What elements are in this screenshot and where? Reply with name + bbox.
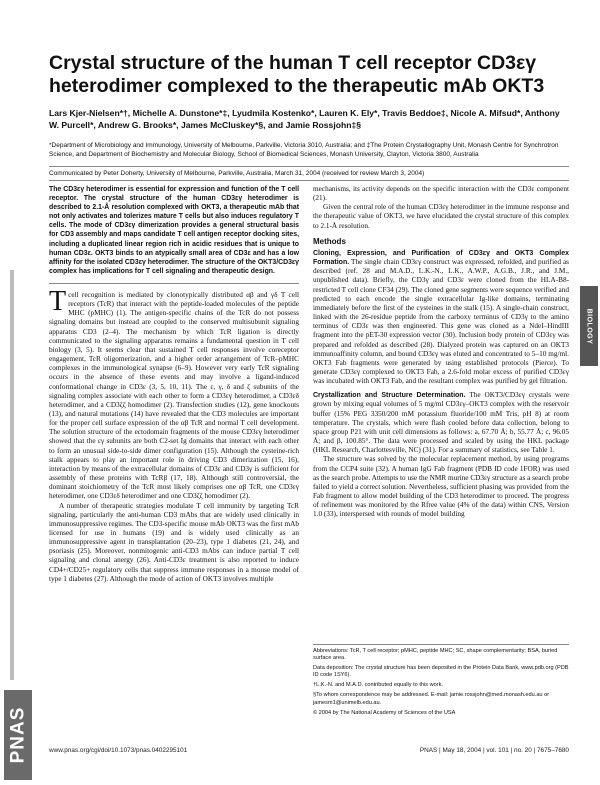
section-head: Crystallization and Structure Determination. <box>313 392 466 400</box>
footnote-divider <box>313 644 569 645</box>
article-title: Crystal structure of the human T cell receptor CD3εγ heterodimer complexed to the therapeutic mAb OKT3 <box>49 52 545 97</box>
right-paragraph-0: mechanisms, its activity depends on the specific interaction with the CD3ε component (21). <box>313 185 569 203</box>
pnas-side-bar <box>0 0 36 785</box>
section-tag: BIOLOGY <box>580 286 598 366</box>
abstract: The CD3εγ heterodimer is essential for expression and function of the T cell receptor. The crystal structure of the human CD3εγ heterodimer is described to 2.1-Å resolution complexed with OKT3, a therapeutic mAb that not only activates and tolerizes mature T cells but also induces regulatory T cells. The mode of CD3εγ dimerization provides a general structural basis for CD3 assembly and maps candidate T cell antigen receptor docking sites, including a duplicated linear region rich in acidic residues that is unique to human CD3ε. OKT3 binds to an atypically small area of CD3ε and has a low affinity for the isolated CD3εγ heterodimer. The structure of the OKT3/CD3εγ complex has implications for T cell signaling and therapeutic design. <box>49 186 299 275</box>
divider <box>49 283 299 284</box>
divider <box>49 180 569 181</box>
footnote-correspondence: §To whom correspondence may be addressed. E-mail: jamie.rossjohn@med.monash.edu.au or jamesm1@unimelb.edu.au. <box>313 692 550 706</box>
left-column <box>49 185 299 584</box>
footnote-equal: †L.K.-N. and M.A.D. contributed equally to this work. <box>313 682 443 689</box>
intro-paragraph-1: Tcell recognition is mediated by clonotypically distributed αβ and γδ T cell receptors (TcR) that interact with the peptide-loaded molecules of the peptide MHC (pMHC) (1). The antigen-specific chains of the TcR do not possess signaling domains but instead are coupled to the conserved multisubunit signaling apparatus CD3 (2–4). The mechanism by which TcR ligation is directly communicated to the signaling apparatus remains a fundamental question in T cell biology (3, 5). It seems clear that sustained T cell responses involve coreceptor engagement, TcR oligomerization, and a higher order arrangement of TcR–pMHC complexes in the immunological synapse (6–9). However very early TcR signaling occurs in the absence of these events and may involve a ligand-induced conformational change in CD3ε (3, 5, 10, 11). The ε, γ, δ and ζ subunits of the signaling complex associate with each other to form a CD3εγ heterodimer, a CD3εδ heterodimer, and a CD3ζζ homodimer (2). Transfection studies (12), gene knockouts (13), and natural mutations (14) have revealed that the CD3 molecules are important for the proper cell surface expression of the αβ TcR and normal T cell development. The solution structure of the ectodomain fragments of the mouse CD3εγ heterodimer showed that the εγ subunits are both C2-set Ig domains that interact with each other to form an unusual side-to-side dimer configuration (15). Although the cysteine-rich stalk appears to play an important role in driving CD3 dimerization (15, 16), interaction by means of the extracellular domains of CD3ε and CD3γ is sufficient for assembly of these proteins with TcRβ (17, 18). Although still controversial, the dominant stoichiometry of the TcR most likely comprises one αβ TcR, one CD3εγ heterodimer, one CD3εδ heterodimer and one CD3ζζ homodimer (2). <box>49 285 299 501</box>
side-stripe <box>10 270 30 680</box>
right-paragraph-last: The structure was solved by the molecular replacement method, by using programs from the CCP4 suite (32). A human IgG Fab fragment (PDB ID code 1FOR) was used as the search probe. Attempts to use the NMR murine CD3εγ structure as a search probe failed to yield a correct solution. Nevertheless, sufficient phasing was provided from the Fab fragment to allow model building of the CD3 heterodimer to proceed. The progress of refinement was monitored by the Rfree value (4% of the data) within CNS, Version 1.0 (33), interspersed with rounds of model building <box>313 455 569 519</box>
drop-cap: T <box>49 285 67 317</box>
citation-line: PNAS | May 18, 2004 | vol. 101 | no. 20 | 7675–7680 <box>419 747 569 754</box>
communicated-line: Communicated by Peter Doherty, University of Melbourne, Parkville, Australia, March 31, 2004 (received for review March 3, 2004) <box>49 170 425 177</box>
intro-paragraph-2: A number of therapeutic strategies modulate T cell immunity by targeting TcR signaling, particularly the anti-human CD3 mAbs that are widely used clinically in immunosuppressive regimes. The CD3-specific mouse mAb OKT3 was the first mAb licensed for use in humans (19) and is widely used clinically as an immunosuppressive agent in transplantation (20–23), type 1 diabetes (21, 24), and psoriasis (25). Moreover, nonmitogenic anti-CD3 mAbs can induce partial T cell signaling and clonal anergy (26). Anti-CD3ε treatment is also reported to induce CD4+/CD25+ regulatory cells that suppress immune responses in a mouse model of type 1 diabetes (27). Although the mode of action of OKT3 involves multiple <box>49 501 299 583</box>
pnas-logo: PNAS <box>4 690 32 780</box>
footnote-abbrev: Abbreviations: TcR, T cell receptor; pMHC, peptide MHC; SC, shape complementarity; BSA, buried surface area. <box>313 648 558 662</box>
right-paragraph-1: Given the central role of the human CD3εγ heterodimer in the immune response and the therapeutic value of OKT3, we have elucidated the crystal structure of this complex to 2.1-Å resolution. <box>313 203 569 230</box>
footnotes <box>313 648 569 720</box>
author-list: Lars Kjer-Nielsen*†, Michelle A. Dunstone*‡, Lyudmila Kostenko*, Lauren K. Ely*, Travis Beddoe‡, Nicole A. Mifsud*, Anthony W. Purcell*, Andrew G. Brooks*, James McCluskey*§, and Jamie Rossjohn‡§ <box>49 108 560 130</box>
footnote-copyright: © 2004 by The National Academy of Sciences of the USA <box>313 709 456 716</box>
methods-section-2: Crystallization and Structure Determination. The OKT3/CD3εγ crystals were grown by mixing equal volumes of 5 mg/ml CD3εγ–OKT3 complex with the reservoir buffer (15% PEG 3350/200 mM potassium fluoride/100 mM Tris, pH 8) at room temperature. The crystals, which were flash cooled before data collection, belong to space group P21 with unit cell dimensions as follows: a, 67.70 Å; b, 55.77 Å; c, 96.05 Å; and β, 100.85°. The data were processed and scaled by using the HKL package (HKL Research, Charlottesville, NC) (31). For a summary of statistics, see Table 1. <box>313 391 570 455</box>
affiliations: *Department of Microbiology and Immunology, University of Melbourne, Parkville, Victoria 3010, Australia; and ‡The Protein Crystallography Unit, Monash Centre for Synchrotron Science, and Department of Biochemistry and Molecular Biology, School of Biomedical Sciences, Monash University, Clayton, Victoria 3800, Australia <box>49 142 559 158</box>
section-head: Cloning, Expression, and Purification of CD3εγ and OKT3 Complex Formation. <box>313 249 569 267</box>
footnote-deposition: Data deposition: The crystal structure has been deposited in the Protein Data Bank, www.pdb.org (PDB ID code 1SY6). <box>313 665 569 679</box>
methods-heading: Methods <box>313 236 346 246</box>
page-footer <box>49 747 569 754</box>
divider <box>49 166 569 167</box>
doi-link[interactable]: www.pnas.org/cgi/doi/10.1073/pnas.0402295101 <box>49 747 188 754</box>
right-column <box>313 185 569 519</box>
methods-section-1: Cloning, Expression, and Purification of CD3εγ and OKT3 Complex Formation. The single chain CD3εγ construct was expressed, refolded, and purified as described (ref. 28 and M.A.D., L.K.-N., L.K., A.W.P., A.G.B., J.R., and J.M., unpublished data). Briefly, the CD3γ and CD3ε were cloned from the HLA-B8-restricted T cell clone CF34 (29). The cloned gene segments were sequence verified and predicted to each encode the single extracellular Ig-like domains, terminating immediately before the first of the cysteines in the stalk (15). A single-chain construct, linked with the 26-residue peptide from the carboxy terminus of CD3γ to the amino terminus of CD3ε was then engineered. This gene was cloned as a NdeI–HindIII fragment into the pET-30 expression vector (30). Inclusion body protein of CD3εγ was prepared and refolded as described (28). Dialyzed protein was captured on an OKT3 immunoaffinity column, and bound CD3εγ was eluted and concentrated to 5–10 mg/ml. OKT3 Fab fragments were generated by using established protocols (Pierce). To generate CD3εγ complexed to OKT3 Fab, a 2.6-fold molar excess of purified CD3εγ was incubated with OKT3 Fab, and the resultant complex was purified by gel filtration. <box>313 249 569 386</box>
